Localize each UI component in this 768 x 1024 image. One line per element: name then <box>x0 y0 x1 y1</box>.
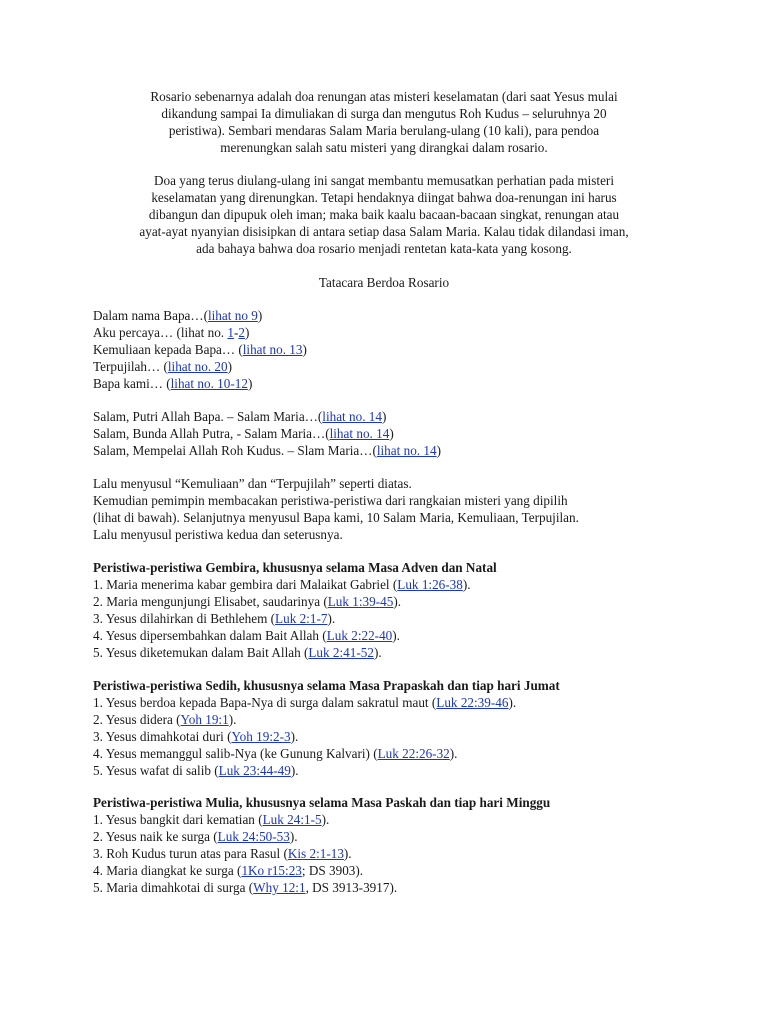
salam-link[interactable]: lihat no. 14 <box>329 426 390 441</box>
prayer-line: Terpujilah… (lihat no. 20) <box>93 359 233 374</box>
scripture-link[interactable]: Yoh 19:2-3 <box>231 729 291 744</box>
mysteries-gembira <box>93 559 693 661</box>
instructions <box>93 475 693 543</box>
list-item: 5. Maria dimahkotai di surga (Why 12:1, DS 3913-3917). <box>93 880 398 895</box>
salam-link[interactable]: lihat no. 14 <box>322 409 382 424</box>
text-line: dibangun dan dipupuk oleh iman; maka baik kaalu bacaan-bacaan singkat, renungan atau <box>148 207 620 222</box>
scripture-link[interactable]: Luk 22:26-32 <box>377 746 450 761</box>
mysteries-title: Peristiwa-peristiwa Gembira, khususnya selama Masa Adven dan Natal <box>93 560 497 575</box>
mysteries-mulia <box>93 794 693 896</box>
scripture-link[interactable]: Luk 24:50-53 <box>217 829 290 844</box>
text-line: Rosario sebenarnya adalah doa renungan atas misteri keselamatan (dari saat Yesus mulai <box>150 89 618 104</box>
text-line: Kemudian pemimpin membacakan peristiwa-peristiwa dari rangkaian misteri yang dipilih <box>93 493 568 508</box>
prayer-link[interactable]: lihat no. 20 <box>167 359 228 374</box>
text-line: dikandung sampai Ia dimuliakan di surga dan mengutus Roh Kudus – seluruhnya 20 <box>161 106 607 121</box>
list-item: 5. Yesus diketemukan dalam Bait Allah (Luk 2:41-52). <box>93 645 382 660</box>
scripture-link[interactable]: Luk 2:41-52 <box>308 645 374 660</box>
text-line: ada bahaya bahwa doa rosario menjadi rentetan kata-kata yang kosong. <box>196 241 572 256</box>
scripture-link[interactable]: Luk 1:39-45 <box>327 594 394 609</box>
list-item: 4. Maria diangkat ke surga (1Ko r15:23; DS 3903). <box>93 863 364 878</box>
prayer-link[interactable]: lihat no. 13 <box>242 342 303 357</box>
text-line: merenungkan salah satu misteri yang dirangkai dalam rosario. <box>220 140 548 155</box>
prayer-line: Bapa kami… (lihat no. 10-12) <box>93 376 253 391</box>
salam-line: Salam, Putri Allah Bapa. – Salam Maria…(lihat no. 14) <box>93 409 387 424</box>
section-heading: Tatacara Berdoa Rosario <box>318 275 450 290</box>
prayer-line: Dalam nama Bapa…(lihat no 9) <box>93 308 263 323</box>
scripture-link[interactable]: 1Ko r15:23 <box>241 863 302 878</box>
scripture-link[interactable]: Luk 22:39-46 <box>436 695 509 710</box>
text-line: Doa yang terus diulang-ulang ini sangat membantu memusatkan perhatian pada misteri <box>154 173 614 188</box>
intro-paragraph-2 <box>92 172 676 257</box>
list-item: 1. Maria menerima kabar gembira dari Malaikat Gabriel (Luk 1:26-38). <box>93 577 471 592</box>
salam-line: Salam, Mempelai Allah Roh Kudus. – Slam Maria…(lihat no. 14) <box>93 443 441 458</box>
text-line: Lalu menyusul “Kemuliaan” dan “Terpujilah” seperti diatas. <box>93 476 412 491</box>
prayer-link[interactable]: 2 <box>238 325 245 340</box>
prayer-link[interactable]: lihat no 9 <box>207 308 258 323</box>
text-line: Lalu menyusul peristiwa kedua dan seterusnya. <box>93 527 343 542</box>
list-item: 3. Roh Kudus turun atas para Rasul (Kis 2:1-13). <box>93 846 352 861</box>
text-line: ayat-ayat nyanyian disisipkan di antara setiap dasa Salam Maria. Kalau tidak dilandasi iman, <box>139 224 629 239</box>
list-item: 4. Yesus dipersembahkan dalam Bait Allah (Luk 2:22-40). <box>93 628 400 643</box>
scripture-link[interactable]: Yoh 19:1 <box>180 712 229 727</box>
scripture-link[interactable]: Luk 2:1-7 <box>275 611 328 626</box>
prayer-link[interactable]: lihat no. 10-12 <box>170 376 248 391</box>
text-line: keselamatan yang direnungkan. Tetapi hendaknya diingat bahwa doa-renungan ini harus <box>151 190 617 205</box>
salam-link[interactable]: lihat no. 14 <box>376 443 437 458</box>
text-line: (lihat di bawah). Selanjutnya menyusul Bapa kami, 10 Salam Maria, Kemuliaan, Terpujilan. <box>93 510 579 525</box>
salam-line: Salam, Bunda Allah Putra, - Salam Maria…(lihat no. 14) <box>93 426 394 441</box>
intro-paragraph-1 <box>92 88 676 156</box>
list-item: 3. Yesus dimahkotai duri (Yoh 19:2-3). <box>93 729 299 744</box>
prayer-line: Aku percaya… (lihat no. 1-2) <box>93 325 250 340</box>
scripture-link[interactable]: Why 12:1 <box>253 880 306 895</box>
salam-list <box>93 408 693 459</box>
list-item: 2. Yesus naik ke surga (Luk 24:50-53). <box>93 829 298 844</box>
scripture-link[interactable]: Luk 2:22-40 <box>326 628 393 643</box>
list-item: 2. Yesus didera (Yoh 19:1). <box>93 712 237 727</box>
prayer-link[interactable]: 1 <box>227 325 234 340</box>
mysteries-sedih <box>93 677 693 779</box>
list-item: 2. Maria mengunjungi Elisabet, saudarinya (Luk 1:39-45). <box>93 594 402 609</box>
list-item: 1. Yesus bangkit dari kematian (Luk 24:1-5). <box>93 812 330 827</box>
mysteries-title: Peristiwa-peristiwa Mulia, khususnya selama Masa Paskah dan tiap hari Minggu <box>93 795 551 810</box>
list-item: 3. Yesus dilahirkan di Bethlehem (Luk 2:1-7). <box>93 611 336 626</box>
prayer-list <box>93 307 693 392</box>
scripture-link[interactable]: Luk 23:44-49 <box>218 763 291 778</box>
list-item: 5. Yesus wafat di salib (Luk 23:44-49). <box>93 763 299 778</box>
scripture-link[interactable]: Luk 24:1-5 <box>262 812 322 827</box>
scripture-link[interactable]: Luk 1:26-38 <box>397 577 463 592</box>
list-item: 1. Yesus berdoa kepada Bapa-Nya di surga dalam sakratul maut (Luk 22:39-46). <box>93 695 517 710</box>
prayer-line: Kemuliaan kepada Bapa… (lihat no. 13) <box>93 342 307 357</box>
text-line: peristiwa). Sembari mendaras Salam Maria berulang-ulang (10 kali), para pendoa <box>168 123 600 138</box>
list-item: 4. Yesus memanggul salib-Nya (ke Gunung Kalvari) (Luk 22:26-32). <box>93 746 458 761</box>
mysteries-title: Peristiwa-peristiwa Sedih, khususnya selama Masa Prapaskah dan tiap hari Jumat <box>93 678 560 693</box>
scripture-link[interactable]: Kis 2:1-13 <box>287 846 344 861</box>
